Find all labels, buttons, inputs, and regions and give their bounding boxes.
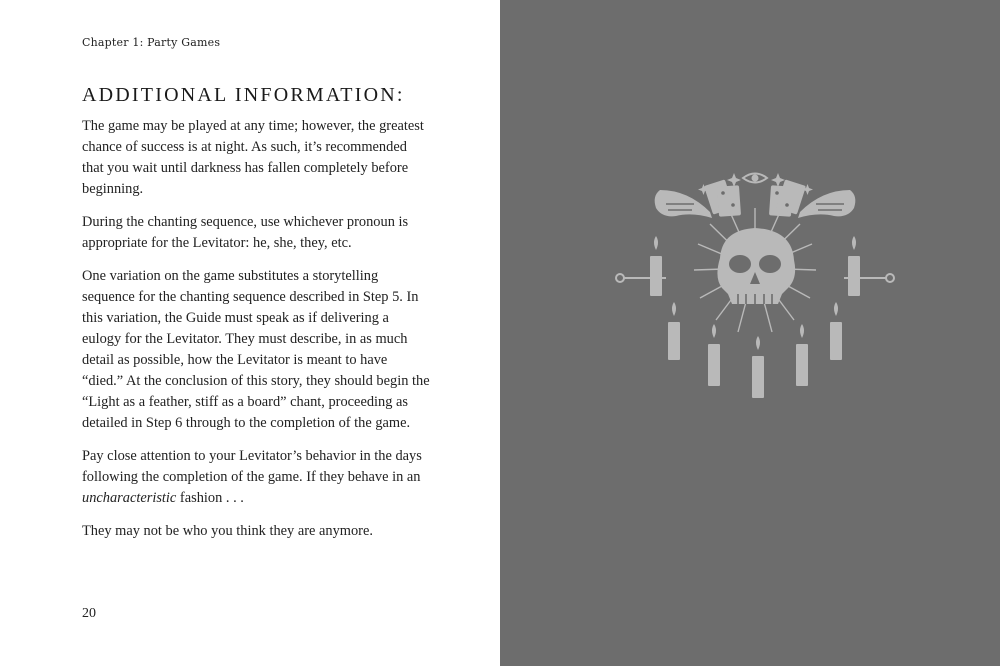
hand-right-icon <box>798 190 855 218</box>
body-text <box>82 116 430 554</box>
paragraph-timing: The game may be played at any time; however, the greatest chance of success is at night. As such, it’s recommended that you wait until darkness has fallen completely before beginning. <box>82 118 424 197</box>
paragraph-variation: One variation on the game substitutes a storytelling sequence for the chanting sequence described in Step 5. In this variation, the Guide must speak as if delivering a eulogy for the Levitator. They must describe, in as much detail as possible, how the Levitator is meant to have “died.” At the conclusion of this story, they should begin the “Light as a feather, stiff as a board” chant, proceeding as detailed in Step 6 through to the completion of the game. <box>82 268 430 431</box>
section-heading: ADDITIONAL INFORMATION: <box>82 84 405 106</box>
paragraph-pronoun: During the chanting sequence, use whichever pronoun is appropriate for the Levitator: he, she, they, etc. <box>82 214 409 251</box>
skull-candles-cards-eye-illustration <box>610 160 900 400</box>
playing-cards-right-icon <box>769 179 806 216</box>
paragraph-behavior <box>82 446 430 509</box>
page-number: 20 <box>82 606 96 621</box>
running-head: Chapter 1: Party Games <box>82 36 221 49</box>
right-page <box>500 0 1000 666</box>
eye-icon <box>743 174 767 183</box>
behavior-text-end: fashion . . . <box>176 490 244 506</box>
behavior-text-start: Pay close attention to your Levitator’s behavior in the days following the completion of the game. If they behave in an <box>82 448 422 485</box>
skull-icon <box>717 228 795 304</box>
paragraph-final: They may not be who you think they are anymore. <box>82 523 373 539</box>
behavior-emphasis: uncharacteristic <box>82 490 177 506</box>
playing-cards-left-icon <box>704 179 741 216</box>
